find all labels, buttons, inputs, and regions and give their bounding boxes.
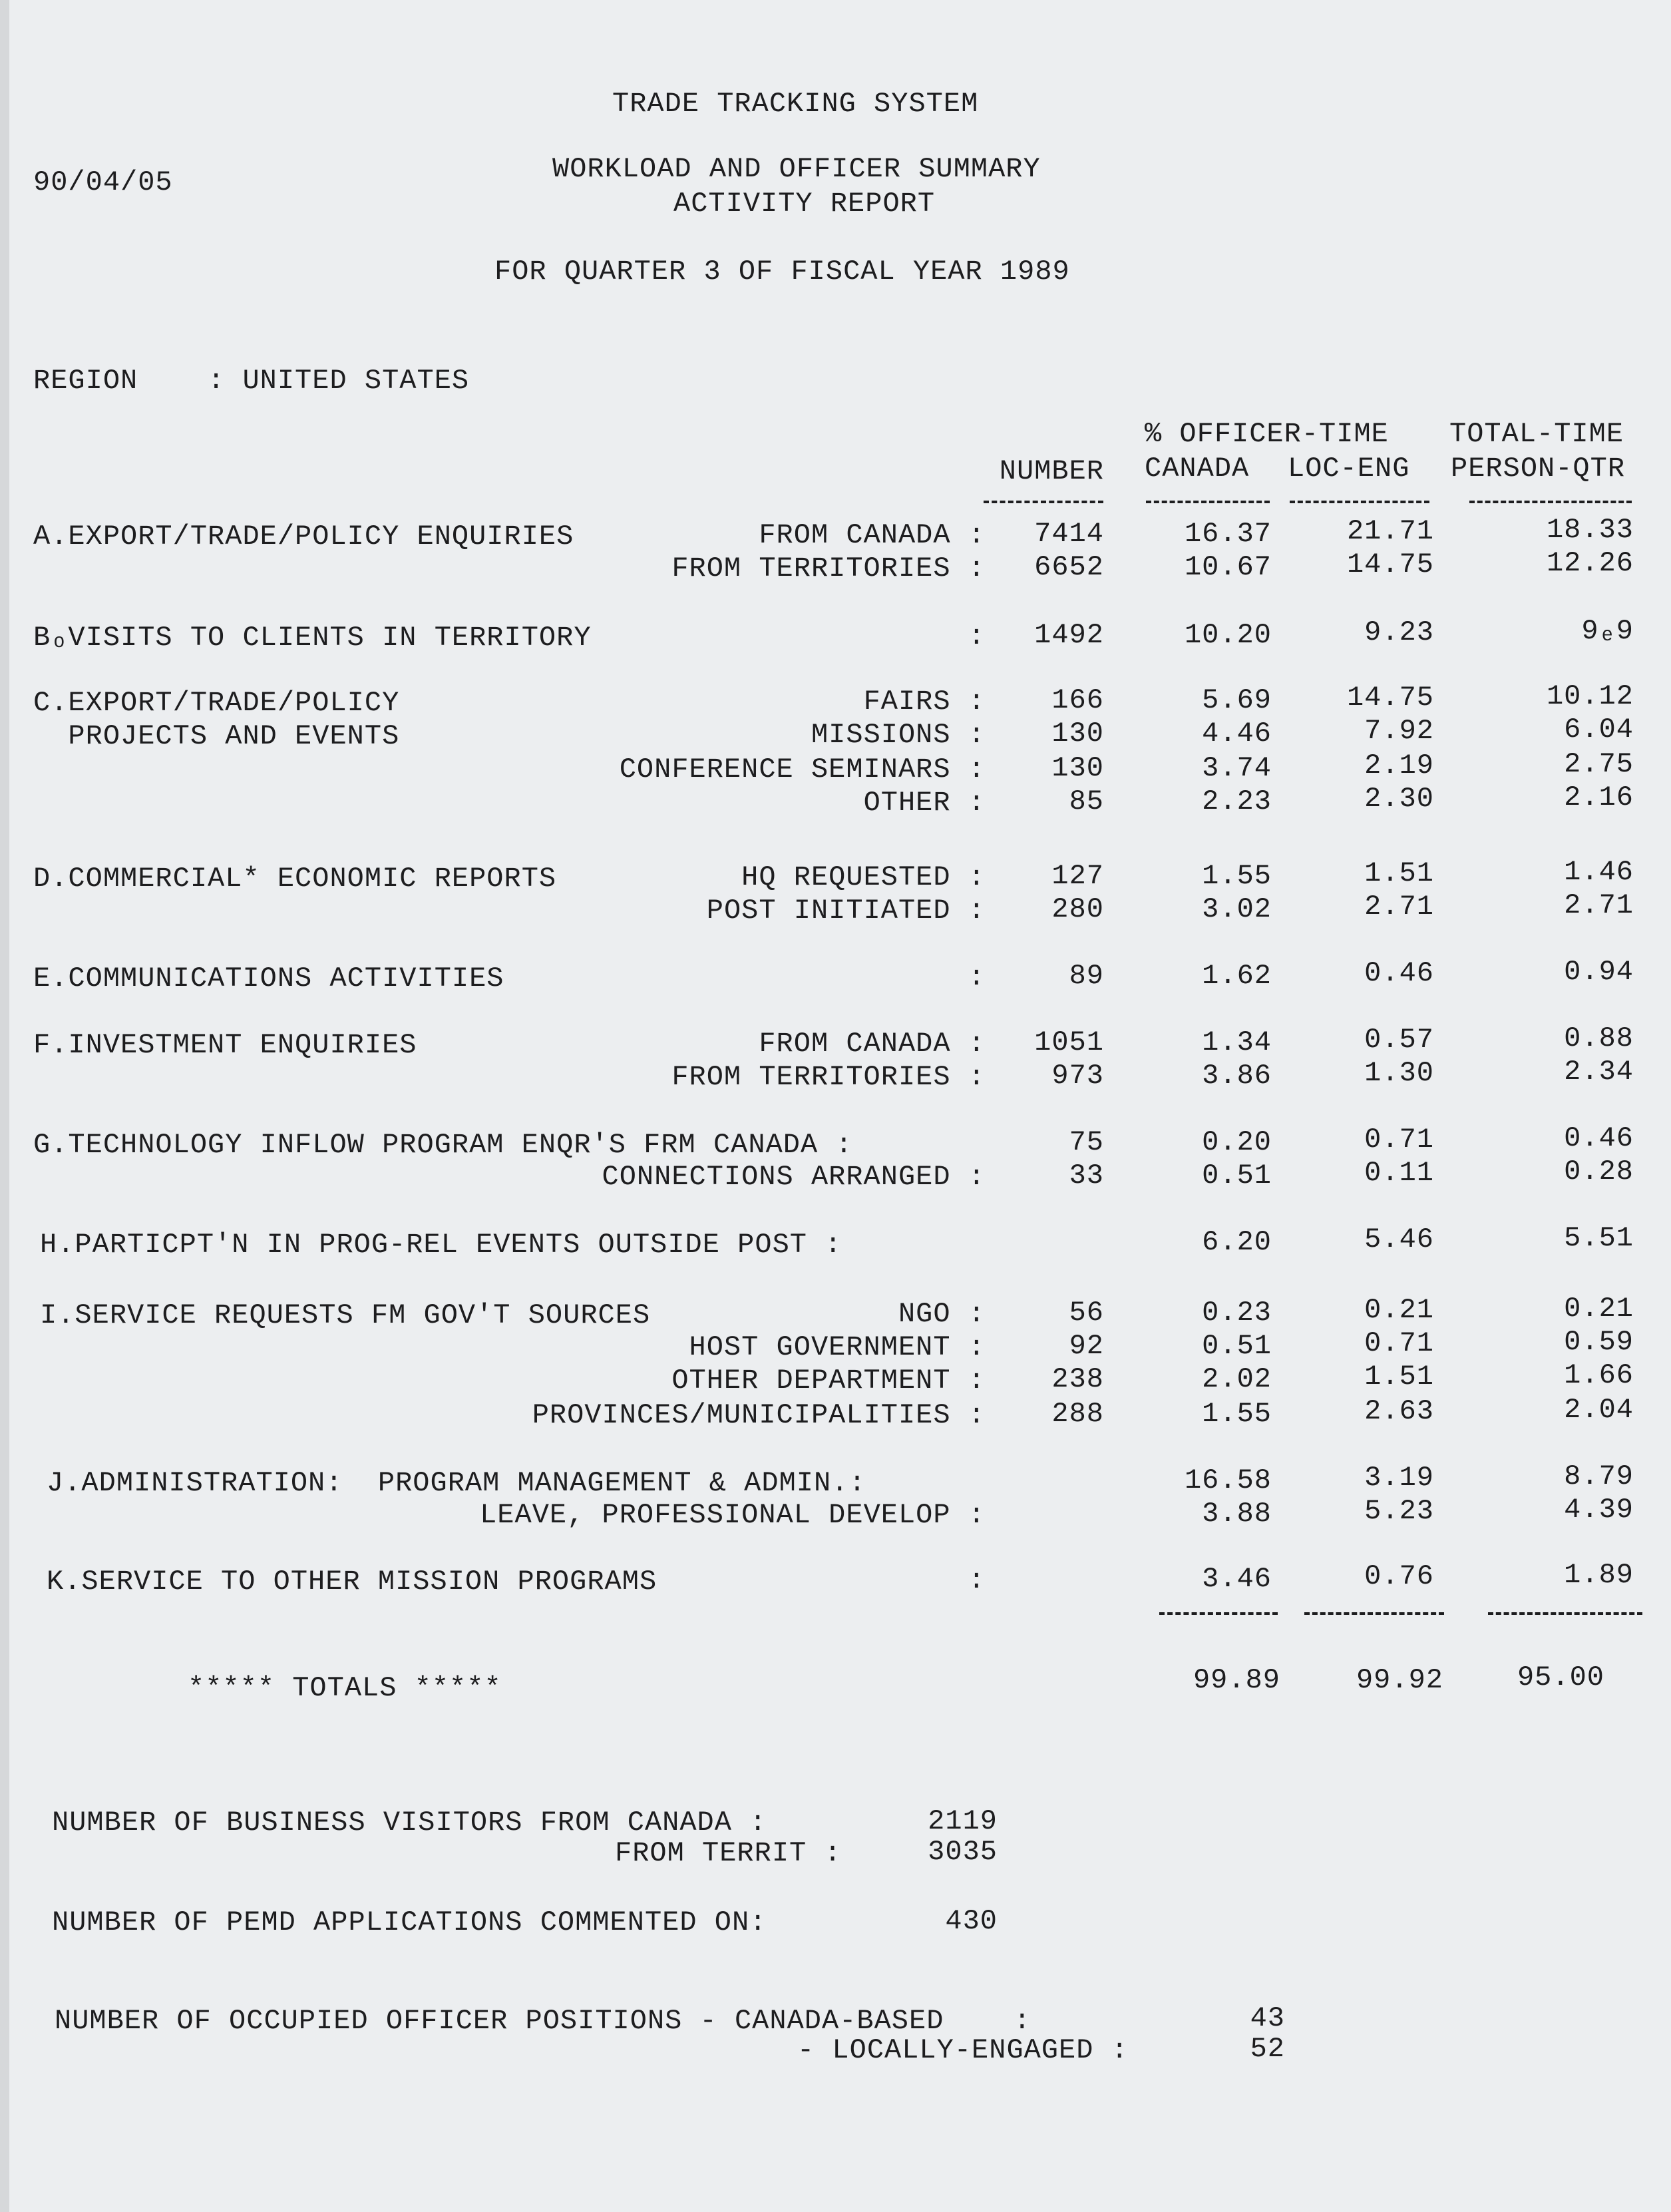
row-sublabel: CONFERENCE SEMINARS : bbox=[619, 754, 986, 785]
col-header-canada: CANADA bbox=[1145, 453, 1250, 485]
row-personqtr: 0.21 bbox=[1564, 1293, 1634, 1325]
totals-canada: 99.89 bbox=[1193, 1664, 1280, 1696]
row-sublabel: FROM TERRITORIES : bbox=[671, 1061, 986, 1093]
row-category: J.ADMINISTRATION: PROGRAM MANAGEMENT & ADMIN.: bbox=[47, 1467, 866, 1499]
row-category: H.PARTICPT'N IN PROG-REL EVENTS OUTSIDE POST : bbox=[40, 1229, 842, 1261]
row-number: 75 bbox=[1069, 1126, 1104, 1158]
row-category: A.EXPORT/TRADE/POLICY ENQUIRIES bbox=[33, 521, 574, 553]
row-canada: 3.74 bbox=[1202, 752, 1272, 784]
row-canada: 1.55 bbox=[1202, 1398, 1272, 1430]
row-sublabel: FROM TERRITORIES : bbox=[671, 553, 986, 584]
row-canada: 2.23 bbox=[1202, 785, 1272, 817]
row-loceng: 1.51 bbox=[1364, 857, 1434, 889]
row-canada: 0.51 bbox=[1202, 1160, 1272, 1192]
row-number: 92 bbox=[1069, 1330, 1104, 1362]
row-sublabel: : bbox=[968, 1564, 986, 1596]
row-canada: 16.58 bbox=[1184, 1464, 1272, 1496]
row-number: 166 bbox=[1051, 684, 1104, 716]
row-canada: 10.67 bbox=[1184, 551, 1272, 583]
row-loceng: 5.23 bbox=[1364, 1495, 1434, 1527]
row-canada: 5.69 bbox=[1202, 684, 1272, 716]
row-sublabel: MISSIONS : bbox=[811, 719, 986, 751]
row-personqtr: 2.04 bbox=[1564, 1394, 1634, 1426]
report-subtitle: ACTIVITY REPORT bbox=[673, 188, 936, 220]
row-sublabel: PROVINCES/MUNICIPALITIES : bbox=[532, 1399, 986, 1431]
totals-rule-canada bbox=[1159, 1612, 1278, 1615]
row-number: 6652 bbox=[1034, 551, 1104, 583]
row-number: 33 bbox=[1069, 1160, 1104, 1192]
col-header-loceng: LOC-ENG bbox=[1288, 453, 1410, 485]
visitors-canada-value: 2119 bbox=[928, 1805, 998, 1837]
row-category: D.COMMERCIAL* ECONOMIC REPORTS bbox=[33, 863, 557, 895]
row-number: 56 bbox=[1069, 1297, 1104, 1329]
row-personqtr: 4.39 bbox=[1564, 1494, 1634, 1526]
row-loceng: 9.23 bbox=[1364, 616, 1434, 648]
row-personqtr: 0.28 bbox=[1564, 1156, 1634, 1188]
row-personqtr: 0.59 bbox=[1564, 1326, 1634, 1358]
row-sublabel: CONNECTIONS ARRANGED : bbox=[602, 1161, 986, 1193]
row-category: PROJECTS AND EVENTS bbox=[33, 720, 400, 752]
row-personqtr: 1.66 bbox=[1564, 1359, 1634, 1391]
row-sublabel: FROM CANADA : bbox=[759, 1028, 986, 1060]
header-rule-canada bbox=[1146, 501, 1270, 503]
row-loceng: 0.71 bbox=[1364, 1327, 1434, 1359]
row-category: F.INVESTMENT ENQUIRIES bbox=[33, 1029, 417, 1061]
totals-rule-loceng bbox=[1304, 1612, 1444, 1615]
row-number: 280 bbox=[1051, 893, 1104, 925]
col-header-number: NUMBER bbox=[999, 455, 1104, 487]
row-canada: 0.51 bbox=[1202, 1330, 1272, 1362]
report-period: FOR QUARTER 3 OF FISCAL YEAR 1989 bbox=[494, 256, 1070, 288]
row-sublabel: POST INITIATED : bbox=[706, 895, 986, 927]
row-category: E.COMMUNICATIONS ACTIVITIES bbox=[33, 963, 504, 995]
positions-local-label: - LOCALLY-ENGAGED : bbox=[797, 2034, 1129, 2066]
header-rule-number bbox=[984, 501, 1103, 503]
visitors-canada-label: NUMBER OF BUSINESS VISITORS FROM CANADA : bbox=[52, 1807, 767, 1839]
row-sublabel: OTHER : bbox=[863, 787, 986, 819]
totals-label: ***** TOTALS ***** bbox=[188, 1672, 502, 1704]
row-personqtr: 2.16 bbox=[1564, 781, 1634, 813]
row-category: K.SERVICE TO OTHER MISSION PROGRAMS bbox=[47, 1566, 657, 1598]
row-category: G.TECHNOLOGY INFLOW PROGRAM ENQR'S FRM CANADA : bbox=[33, 1129, 853, 1161]
row-number: 7414 bbox=[1034, 518, 1104, 550]
row-sublabel: FROM CANADA : bbox=[759, 519, 986, 551]
row-number: 130 bbox=[1051, 718, 1104, 750]
row-category: C.EXPORT/TRADE/POLICY bbox=[33, 687, 400, 719]
page-edge bbox=[0, 0, 9, 2212]
col-header-pct: % OFFICER-TIME bbox=[1145, 418, 1389, 450]
row-loceng: 0.46 bbox=[1364, 957, 1434, 989]
row-personqtr: 2.71 bbox=[1564, 889, 1634, 921]
row-personqtr: 9ₑ9 bbox=[1581, 615, 1634, 647]
row-personqtr: 12.26 bbox=[1546, 547, 1634, 579]
row-personqtr: 2.75 bbox=[1564, 748, 1634, 780]
row-sublabel: : bbox=[968, 961, 986, 993]
positions-local-value: 52 bbox=[1250, 2033, 1285, 2065]
row-personqtr: 0.46 bbox=[1564, 1122, 1634, 1154]
row-loceng: 2.19 bbox=[1364, 750, 1434, 781]
row-category: I.SERVICE REQUESTS FM GOV'T SOURCES bbox=[40, 1299, 651, 1331]
row-canada: 0.20 bbox=[1202, 1126, 1272, 1158]
row-canada: 0.23 bbox=[1202, 1297, 1272, 1329]
positions-canada-value: 43 bbox=[1250, 2002, 1285, 2034]
header-rule-loceng bbox=[1290, 501, 1429, 503]
row-canada: 16.37 bbox=[1184, 518, 1272, 550]
report-title: WORKLOAD AND OFFICER SUMMARY bbox=[552, 153, 1041, 185]
col-header-total: TOTAL-TIME bbox=[1449, 418, 1624, 450]
row-loceng: 2.63 bbox=[1364, 1395, 1434, 1427]
row-loceng: 0.11 bbox=[1364, 1157, 1434, 1189]
pemd-label: NUMBER OF PEMD APPLICATIONS COMMENTED ON: bbox=[52, 1906, 767, 1938]
row-number: 238 bbox=[1051, 1363, 1104, 1395]
row-sublabel: NGO : bbox=[898, 1298, 986, 1330]
row-loceng: 0.57 bbox=[1364, 1024, 1434, 1056]
row-canada: 10.20 bbox=[1184, 619, 1272, 651]
row-canada: 1.34 bbox=[1202, 1026, 1272, 1058]
row-loceng: 1.51 bbox=[1364, 1361, 1434, 1393]
row-loceng: 0.21 bbox=[1364, 1294, 1434, 1326]
row-number: 130 bbox=[1051, 752, 1104, 784]
row-personqtr: 10.12 bbox=[1546, 680, 1634, 712]
visitors-territ-label: FROM TERRIT : bbox=[615, 1837, 842, 1869]
pemd-value: 430 bbox=[945, 1905, 998, 1937]
row-canada: 4.46 bbox=[1202, 718, 1272, 750]
report-date: 90/04/05 bbox=[33, 166, 173, 198]
row-personqtr: 2.34 bbox=[1564, 1056, 1634, 1088]
row-canada: 2.02 bbox=[1202, 1363, 1272, 1395]
row-sublabel: LEAVE, PROFESSIONAL DEVELOP : bbox=[480, 1499, 986, 1531]
row-personqtr: 8.79 bbox=[1564, 1460, 1634, 1492]
row-loceng: 1.30 bbox=[1364, 1057, 1434, 1089]
totals-personqtr: 95.00 bbox=[1517, 1661, 1604, 1693]
row-number: 85 bbox=[1069, 785, 1104, 817]
row-category: BₒVISITS TO CLIENTS IN TERRITORY bbox=[33, 622, 592, 654]
row-canada: 3.86 bbox=[1202, 1060, 1272, 1092]
row-personqtr: 5.51 bbox=[1564, 1222, 1634, 1254]
row-loceng: 5.46 bbox=[1364, 1223, 1434, 1255]
totals-loceng: 99.92 bbox=[1356, 1664, 1443, 1696]
row-personqtr: 18.33 bbox=[1546, 514, 1634, 546]
region-line: REGION : UNITED STATES bbox=[33, 365, 470, 397]
row-number: 1051 bbox=[1034, 1026, 1104, 1058]
row-number: 89 bbox=[1069, 960, 1104, 992]
totals-rule-personqtr bbox=[1488, 1612, 1642, 1615]
row-loceng: 2.30 bbox=[1364, 783, 1434, 815]
visitors-territ-value: 3035 bbox=[928, 1836, 998, 1868]
row-personqtr: 0.88 bbox=[1564, 1022, 1634, 1054]
row-loceng: 0.71 bbox=[1364, 1124, 1434, 1156]
row-loceng: 7.92 bbox=[1364, 715, 1434, 747]
row-canada: 3.02 bbox=[1202, 893, 1272, 925]
row-personqtr: 1.46 bbox=[1564, 856, 1634, 888]
row-personqtr: 0.94 bbox=[1564, 956, 1634, 988]
row-sublabel: : bbox=[968, 620, 986, 652]
row-canada: 3.88 bbox=[1202, 1498, 1272, 1530]
col-header-personqtr: PERSON-QTR bbox=[1451, 453, 1626, 485]
row-personqtr: 6.04 bbox=[1564, 714, 1634, 746]
row-loceng: 14.75 bbox=[1346, 682, 1434, 714]
header-rule-personqtr bbox=[1469, 501, 1632, 503]
row-loceng: 14.75 bbox=[1346, 549, 1434, 580]
row-loceng: 3.19 bbox=[1364, 1462, 1434, 1494]
row-number: 288 bbox=[1051, 1398, 1104, 1430]
row-sublabel: FAIRS : bbox=[863, 686, 986, 718]
row-loceng: 0.76 bbox=[1364, 1560, 1434, 1592]
row-sublabel: OTHER DEPARTMENT : bbox=[671, 1365, 986, 1397]
row-number: 127 bbox=[1051, 860, 1104, 892]
row-personqtr: 1.89 bbox=[1564, 1559, 1634, 1591]
positions-canada-label: NUMBER OF OCCUPIED OFFICER POSITIONS - CANADA-BASED : bbox=[55, 2005, 1031, 2037]
row-canada: 3.46 bbox=[1202, 1563, 1272, 1595]
row-sublabel: HOST GOVERNMENT : bbox=[689, 1331, 986, 1363]
row-loceng: 2.71 bbox=[1364, 891, 1434, 923]
row-number: 1492 bbox=[1034, 619, 1104, 651]
row-number: 973 bbox=[1051, 1060, 1104, 1092]
row-canada: 6.20 bbox=[1202, 1226, 1272, 1258]
row-loceng: 21.71 bbox=[1346, 515, 1434, 547]
row-canada: 1.55 bbox=[1202, 860, 1272, 892]
row-sublabel: HQ REQUESTED : bbox=[741, 861, 986, 893]
row-canada: 1.62 bbox=[1202, 960, 1272, 992]
system-title: TRADE TRACKING SYSTEM bbox=[612, 88, 979, 120]
